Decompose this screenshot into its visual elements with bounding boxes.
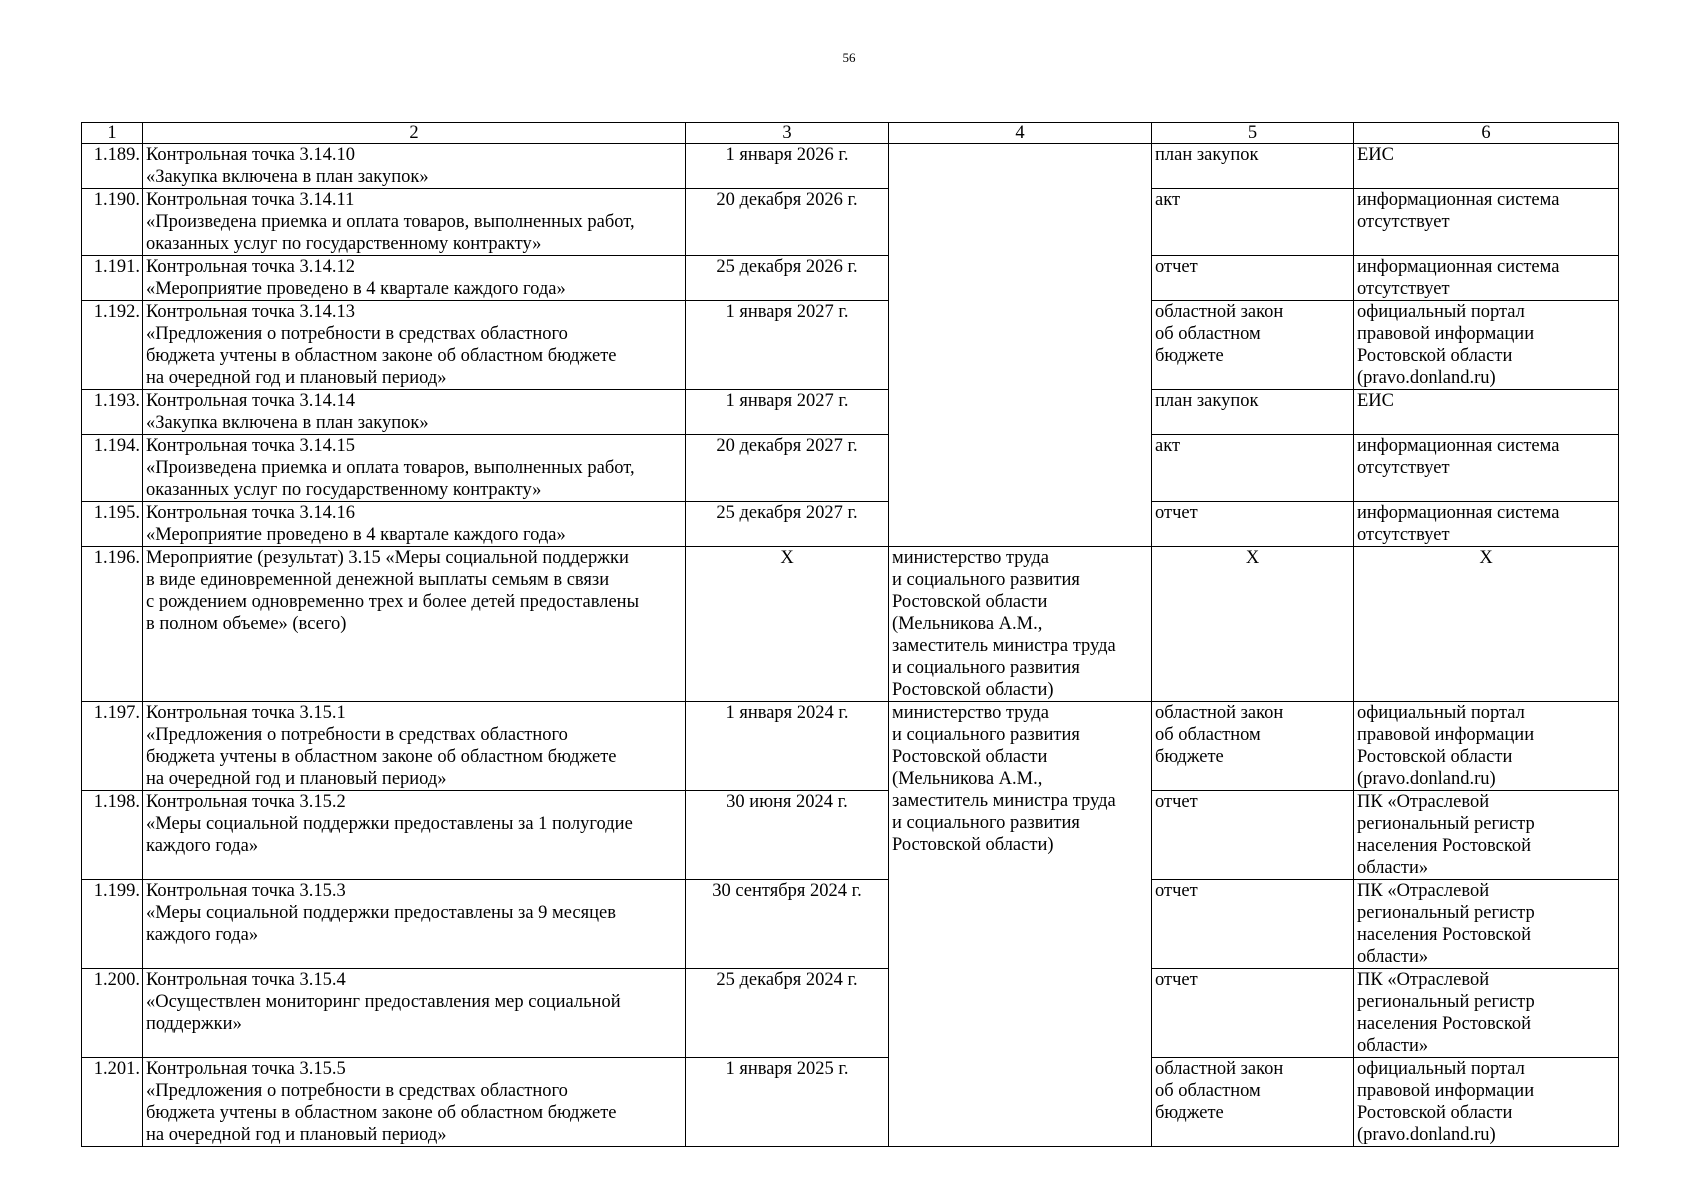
- row-date: 1 января 2027 г.: [686, 390, 889, 435]
- row-number: 1.199.: [82, 880, 143, 969]
- cell-line: ПК «Отраслевой: [1357, 881, 1490, 901]
- cell-line: отчет: [1155, 881, 1198, 901]
- row-information-system: [1354, 1058, 1619, 1147]
- cell-line: населения Ростовской: [1357, 836, 1532, 856]
- cell-line: и социального развития: [892, 658, 1080, 678]
- cell-line: и социального развития: [892, 570, 1080, 590]
- cell-line: информационная система: [1357, 257, 1560, 277]
- cell-line: населения Ростовской: [1357, 1014, 1532, 1034]
- row-description: [143, 189, 686, 256]
- row-description: [143, 301, 686, 390]
- row-number: 1.193.: [82, 390, 143, 435]
- cell-line: правовой информации: [1357, 324, 1535, 344]
- cell-line: Контрольная точка 3.14.14: [146, 391, 356, 411]
- row-date: 30 июня 2024 г.: [686, 791, 889, 880]
- cell-line: населения Ростовской: [1357, 925, 1532, 945]
- cell-line: отчет: [1155, 970, 1198, 990]
- cell-line: областной закон: [1155, 302, 1284, 322]
- row-date: 1 января 2025 г.: [686, 1058, 889, 1147]
- cell-line: и социального развития: [892, 813, 1080, 833]
- table-row: [82, 390, 1619, 435]
- row-number: 1.195.: [82, 502, 143, 547]
- cell-line: «Предложения о потребности в средствах областного: [146, 1081, 568, 1101]
- control-points-table: [81, 122, 1619, 1147]
- cell-line: об областном: [1155, 324, 1261, 344]
- page-number: 56: [842, 50, 856, 65]
- cell-line: (pravo.donland.ru): [1357, 368, 1496, 388]
- row-information-system: [1354, 502, 1619, 547]
- cell-line: «Произведена приемка и оплата товаров, выполненных работ,: [146, 212, 635, 232]
- cell-line: об областном: [1155, 725, 1261, 745]
- row-information-system: [1354, 791, 1619, 880]
- cell-line: каждого года»: [146, 836, 259, 856]
- cell-line: информационная система: [1357, 503, 1560, 523]
- row-description: [143, 502, 686, 547]
- cell-line: Ростовской области: [892, 747, 1048, 767]
- row-number: 1.192.: [82, 301, 143, 390]
- cell-line: «Предложения о потребности в средствах областного: [146, 324, 568, 344]
- cell-line: «Предложения о потребности в средствах областного: [146, 725, 568, 745]
- cell-line: (Мельникова А.М.,: [892, 614, 1043, 634]
- row-description: [143, 547, 686, 702]
- row-date: 25 декабря 2024 г.: [686, 969, 889, 1058]
- row-number: 1.191.: [82, 256, 143, 301]
- cell-line: региональный регистр: [1357, 992, 1535, 1012]
- row-number: 1.201.: [82, 1058, 143, 1147]
- cell-line: поддержки»: [146, 1014, 242, 1034]
- row-information-system: [1354, 390, 1619, 435]
- row-information-system: [1354, 880, 1619, 969]
- cell-line: ЕИС: [1357, 391, 1394, 411]
- row-document: [1152, 144, 1354, 189]
- row-number: 1.197.: [82, 702, 143, 791]
- header-cell: 6: [1354, 123, 1619, 144]
- cell-line: «Меры социальной поддержки предоставлены за 9 месяцев: [146, 903, 616, 923]
- row-number: 1.200.: [82, 969, 143, 1058]
- cell-line: министерство труда: [892, 703, 1049, 723]
- row-information-system: [1354, 702, 1619, 791]
- row-description: [143, 256, 686, 301]
- responsible-cell-empty: [889, 144, 1152, 547]
- cell-line: Контрольная точка 3.14.12: [146, 257, 356, 277]
- cell-line: заместитель министра труда: [892, 791, 1116, 811]
- cell-line: Контрольная точка 3.14.16: [146, 503, 356, 523]
- header-cell: 4: [889, 123, 1152, 144]
- row-description: [143, 791, 686, 880]
- header-cell: 1: [82, 123, 143, 144]
- row-number: 1.189.: [82, 144, 143, 189]
- cell-line: Ростовской области: [1357, 1103, 1513, 1123]
- table-row: [82, 547, 1619, 702]
- responsible-cell: [889, 547, 1152, 702]
- row-date: 25 декабря 2027 г.: [686, 502, 889, 547]
- cell-line: региональный регистр: [1357, 903, 1535, 923]
- row-description: [143, 702, 686, 791]
- cell-line: «Мероприятие проведено в 4 квартале каждого года»: [146, 525, 566, 545]
- cell-line: бюджета учтены в областном законе об областном бюджете: [146, 747, 617, 767]
- cell-line: правовой информации: [1357, 725, 1535, 745]
- cell-line: план закупок: [1155, 391, 1259, 411]
- cell-line: отсутствует: [1357, 458, 1450, 478]
- cell-line: Ростовской области: [892, 592, 1048, 612]
- cell-line: официальный портал: [1357, 1059, 1525, 1079]
- row-description: [143, 435, 686, 502]
- cell-line: каждого года»: [146, 925, 259, 945]
- table-row: [82, 144, 1619, 189]
- cell-line: официальный портал: [1357, 302, 1525, 322]
- row-information-system: [1354, 301, 1619, 390]
- table-row: [82, 301, 1619, 390]
- cell-line: областной закон: [1155, 703, 1284, 723]
- row-information-system: [1354, 144, 1619, 189]
- row-date: 1 января 2027 г.: [686, 301, 889, 390]
- cell-line: «Меры социальной поддержки предоставлены за 1 полугодие: [146, 814, 633, 834]
- cell-line: план закупок: [1155, 145, 1259, 165]
- cell-line: (pravo.donland.ru): [1357, 1125, 1496, 1145]
- table-row: [82, 880, 1619, 969]
- cell-line: бюджете: [1155, 346, 1224, 366]
- cell-line: на очередной год и плановый период»: [146, 368, 447, 388]
- cell-line: Ростовской области): [892, 835, 1054, 855]
- cell-line: с рождением одновременно трех и более детей предоставлены: [146, 592, 640, 612]
- cell-line: на очередной год и плановый период»: [146, 769, 447, 789]
- row-description: [143, 390, 686, 435]
- row-information-system: [1354, 969, 1619, 1058]
- cell-line: ПК «Отраслевой: [1357, 970, 1490, 990]
- cell-line: отсутствует: [1357, 279, 1450, 299]
- row-date: 30 сентября 2024 г.: [686, 880, 889, 969]
- cell-line: областной закон: [1155, 1059, 1284, 1079]
- cell-line: Х: [1245, 548, 1260, 568]
- cell-line: «Закупка включена в план закупок»: [146, 167, 429, 187]
- cell-line: на очередной год и плановый период»: [146, 1125, 447, 1145]
- row-information-system: [1354, 189, 1619, 256]
- cell-line: Ростовской области: [1357, 747, 1513, 767]
- cell-line: «Мероприятие проведено в 4 квартале каждого года»: [146, 279, 566, 299]
- cell-line: Контрольная точка 3.15.3: [146, 881, 346, 901]
- cell-line: ПК «Отраслевой: [1357, 792, 1490, 812]
- cell-line: информационная система: [1357, 436, 1560, 456]
- cell-line: Контрольная точка 3.15.1: [146, 703, 346, 723]
- cell-line: бюджета учтены в областном законе об областном бюджете: [146, 346, 617, 366]
- cell-line: бюджете: [1155, 1103, 1224, 1123]
- cell-line: бюджете: [1155, 747, 1224, 767]
- cell-line: Контрольная точка 3.14.10: [146, 145, 356, 165]
- row-number: 1.198.: [82, 791, 143, 880]
- row-date: 1 января 2026 г.: [686, 144, 889, 189]
- row-document: [1152, 880, 1354, 969]
- cell-line: Контрольная точка 3.15.2: [146, 792, 346, 812]
- cell-line: (Мельникова А.М.,: [892, 769, 1043, 789]
- row-information-system: [1354, 435, 1619, 502]
- table-row: [82, 1058, 1619, 1147]
- row-date: Х: [686, 547, 889, 702]
- cell-line: оказанных услуг по государственному контракту»: [146, 234, 542, 254]
- row-document: [1152, 969, 1354, 1058]
- cell-line: министерство труда: [892, 548, 1049, 568]
- header-row: [82, 123, 1619, 144]
- table-row: [82, 189, 1619, 256]
- cell-line: заместитель министра труда: [892, 636, 1116, 656]
- row-document: [1152, 390, 1354, 435]
- row-document: [1152, 547, 1354, 702]
- row-number: 1.196.: [82, 547, 143, 702]
- row-description: [143, 880, 686, 969]
- table-row: [82, 256, 1619, 301]
- cell-line: отчет: [1155, 792, 1198, 812]
- cell-line: области»: [1357, 858, 1429, 878]
- cell-line: «Осуществлен мониторинг предоставления мер социальной: [146, 992, 621, 1012]
- cell-line: акт: [1155, 436, 1181, 456]
- row-description: [143, 1058, 686, 1147]
- cell-line: Контрольная точка 3.14.13: [146, 302, 356, 322]
- cell-line: Мероприятие (результат) 3.15 «Меры социальной поддержки: [146, 548, 629, 568]
- table-row: [82, 702, 1619, 791]
- cell-line: области»: [1357, 947, 1429, 967]
- cell-line: Х: [1479, 548, 1493, 568]
- cell-line: отчет: [1155, 503, 1198, 523]
- row-document: [1152, 189, 1354, 256]
- table-row: [82, 502, 1619, 547]
- row-date: 20 декабря 2027 г.: [686, 435, 889, 502]
- row-description: [143, 969, 686, 1058]
- row-document: [1152, 502, 1354, 547]
- cell-line: региональный регистр: [1357, 814, 1535, 834]
- cell-line: отсутствует: [1357, 525, 1450, 545]
- cell-line: в виде единовременной денежной выплаты семьям в связи: [146, 570, 610, 590]
- cell-line: Контрольная точка 3.15.4: [146, 970, 346, 990]
- row-document: [1152, 791, 1354, 880]
- responsible-cell: [889, 702, 1152, 1147]
- cell-line: ЕИС: [1357, 145, 1394, 165]
- header-cell: 5: [1152, 123, 1354, 144]
- row-document: [1152, 256, 1354, 301]
- row-information-system: [1354, 256, 1619, 301]
- cell-line: правовой информации: [1357, 1081, 1535, 1101]
- cell-line: (pravo.donland.ru): [1357, 769, 1496, 789]
- header-cell: 3: [686, 123, 889, 144]
- cell-line: в полном объеме» (всего): [146, 614, 347, 634]
- row-document: [1152, 702, 1354, 791]
- row-date: 20 декабря 2026 г.: [686, 189, 889, 256]
- row-information-system: [1354, 547, 1619, 702]
- table-row: [82, 791, 1619, 880]
- row-number: 1.190.: [82, 189, 143, 256]
- cell-line: Ростовской области): [892, 680, 1054, 700]
- row-number: 1.194.: [82, 435, 143, 502]
- cell-line: об областном: [1155, 1081, 1261, 1101]
- cell-line: Ростовской области: [1357, 346, 1513, 366]
- row-date: 25 декабря 2026 г.: [686, 256, 889, 301]
- cell-line: отчет: [1155, 257, 1198, 277]
- cell-line: «Закупка включена в план закупок»: [146, 413, 429, 433]
- row-date: 1 января 2024 г.: [686, 702, 889, 791]
- cell-line: официальный портал: [1357, 703, 1525, 723]
- cell-line: акт: [1155, 190, 1181, 210]
- cell-line: и социального развития: [892, 725, 1080, 745]
- cell-line: Контрольная точка 3.14.15: [146, 436, 356, 456]
- row-document: [1152, 1058, 1354, 1147]
- cell-line: отсутствует: [1357, 212, 1450, 232]
- cell-line: области»: [1357, 1036, 1429, 1056]
- table-row: [82, 435, 1619, 502]
- cell-line: бюджета учтены в областном законе об областном бюджете: [146, 1103, 617, 1123]
- row-description: [143, 144, 686, 189]
- table-row: [82, 969, 1619, 1058]
- cell-line: «Произведена приемка и оплата товаров, выполненных работ,: [146, 458, 635, 478]
- cell-line: Контрольная точка 3.14.11: [146, 190, 355, 210]
- cell-line: Контрольная точка 3.15.5: [146, 1059, 346, 1079]
- cell-line: оказанных услуг по государственному контракту»: [146, 480, 542, 500]
- header-cell: 2: [143, 123, 686, 144]
- row-document: [1152, 301, 1354, 390]
- cell-line: информационная система: [1357, 190, 1560, 210]
- row-document: [1152, 435, 1354, 502]
